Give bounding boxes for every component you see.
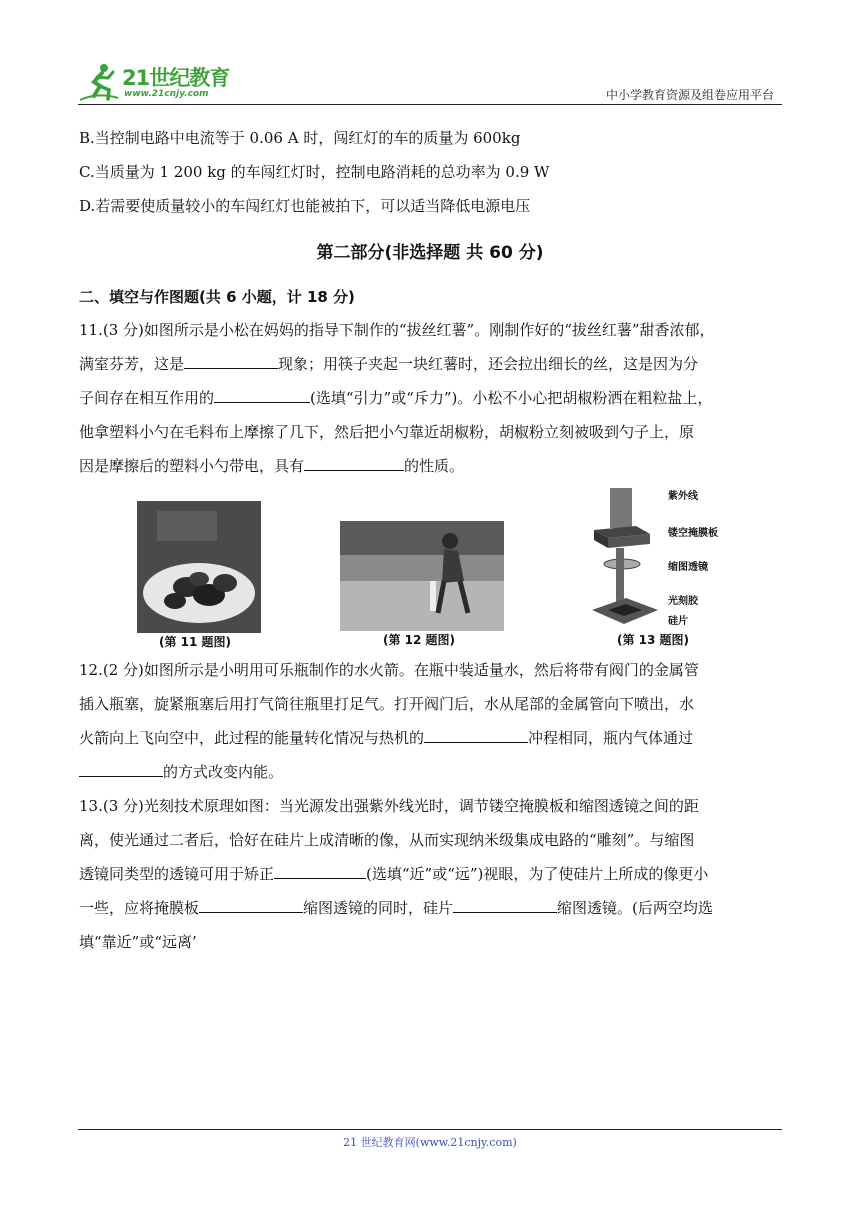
q13-text: 缩图透镜。(后两空均选 xyxy=(557,899,713,917)
q11-blank-3[interactable] xyxy=(304,456,404,471)
logo-url: www.21cnjy.com xyxy=(124,89,209,99)
q12-text: 的方式改变内能。 xyxy=(163,763,284,781)
q11-blank-1[interactable] xyxy=(184,354,278,369)
q11-line-3 xyxy=(79,388,712,408)
q11-text: 子间存在相互作用的 xyxy=(79,389,215,407)
q13-text: 透镜同类型的透镜可用于矫正 xyxy=(79,865,275,883)
label-mask-plate: 镂空掩膜板 xyxy=(668,528,718,539)
option-b: B.当控制电路中电流等于 0.06 A 时，闯红灯的车的质量为 600kg xyxy=(79,129,521,147)
water-rocket-image xyxy=(340,521,504,631)
figure-13-caption: (第 13 题图) xyxy=(617,633,690,647)
q13-blank-2[interactable] xyxy=(199,898,303,913)
subsection-heading xyxy=(79,286,355,307)
header-platform-text: 中小学教育资源及组卷应用平台 xyxy=(605,88,774,102)
q12-text: 冲程相同，瓶内气体通过 xyxy=(528,729,694,747)
q13-text: 缩图透镜的同时，硅片 xyxy=(303,899,454,917)
q13-text: (选填“近”或“远”)视眼，为了使硅片上所成的像更小 xyxy=(366,865,709,883)
label-photoresist: 光刻胶 xyxy=(668,596,698,607)
runner-logo-icon xyxy=(78,62,120,102)
section-title: 第二部分(非选择题 共 60 分) xyxy=(316,243,544,263)
figure-11-caption: (第 11 题图) xyxy=(159,635,232,649)
figure-11-photo xyxy=(137,501,261,633)
option-d: D.若需要使质量较小的车闯红灯也能被拍下，可以适当降低电源电压 xyxy=(79,197,531,215)
logo-text: 21世纪教育 xyxy=(122,66,230,90)
q12-line-3 xyxy=(79,728,693,748)
figure-12-photo xyxy=(340,521,504,631)
q12-line-4 xyxy=(79,762,283,782)
q13-line-1: 13.(3 分)光刻技术原理如图：当光源发出强紫外线光时，调节镂空掩膜板和缩图透镜之间的距 xyxy=(79,797,699,815)
q13-line-5: 填“靠近”或“远离’ xyxy=(79,933,197,951)
option-c: C.当质量为 1 200 kg 的车闯红灯时，控制电路消耗的总功率为 0.9 W xyxy=(79,163,550,181)
q13-blank-1[interactable] xyxy=(274,864,366,879)
label-reduction-lens: 缩图透镜 xyxy=(668,562,708,573)
q12-line-2: 插入瓶塞，旋紧瓶塞后用打气筒往瓶里打足气。打开阀门后，水从尾部的金属管向下喷出，水 xyxy=(79,695,695,713)
q11-text: (选填“引力”或“斥力”)。小松不小心把胡椒粉洒在粗粒盐上， xyxy=(310,389,713,407)
q11-line-4: 他拿塑料小勺在毛料布上摩擦了几下，然后把小勺靠近胡椒粉，胡椒粉立刻被吸到勺子上，原 xyxy=(79,423,695,441)
q13-line-3 xyxy=(79,864,708,884)
q13-text: 一些，应将掩膜板 xyxy=(79,899,200,917)
label-uv-light: 紫外线 xyxy=(668,491,698,502)
q11-line-2 xyxy=(79,354,698,374)
q12-blank-2[interactable] xyxy=(79,762,163,777)
q12-text: 火箭向上飞向空中，此过程的能量转化情况与热机的 xyxy=(79,729,425,747)
q13-line-4 xyxy=(79,898,713,918)
site-logo[interactable] xyxy=(78,62,248,102)
page-header xyxy=(78,58,782,105)
q12-blank-1[interactable] xyxy=(424,728,528,743)
q12-line-1: 12.(2 分)如图所示是小明用可乐瓶制作的水火箭。在瓶中装适量水，然后将带有阀门的金属管 xyxy=(79,661,699,679)
q13-line-2: 离，使光通过二者后，恰好在硅片上成清晰的像，从而实现纳米级集成电路的“雕刻”。与缩图 xyxy=(79,831,695,849)
q11-blank-2[interactable] xyxy=(214,388,310,403)
label-silicon-wafer: 硅片 xyxy=(668,616,688,627)
footer-link[interactable]: 21 世纪教育网(www.21cnjy.com) xyxy=(343,1136,517,1149)
q11-text: 满室芬芳，这是 xyxy=(79,355,185,373)
footer-rule xyxy=(78,1129,782,1130)
figure-13-diagram xyxy=(586,486,666,632)
q11-text: 因是摩擦后的塑料小勺带电，具有 xyxy=(79,457,305,475)
figure-12-caption: (第 12 题图) xyxy=(383,633,456,647)
subsection-label: 二、填空与作图题(共 6 小题，计 18 分) xyxy=(79,288,355,306)
lithography-diagram xyxy=(586,486,666,632)
q11-text: 现象；用筷子夹起一块红薯时，还会拉出细长的丝，这是因为分 xyxy=(278,355,699,373)
q13-blank-3[interactable] xyxy=(453,898,557,913)
candied-sweet-potato-image xyxy=(137,501,261,633)
q11-line-5 xyxy=(79,456,464,476)
q11-text: 的性质。 xyxy=(404,457,465,475)
q11-line-1: 11.(3 分)如图所示是小松在妈妈的指导下制作的“拔丝红薯”。刚制作好的“拔丝红薯”甜香浓郁， xyxy=(79,321,715,339)
